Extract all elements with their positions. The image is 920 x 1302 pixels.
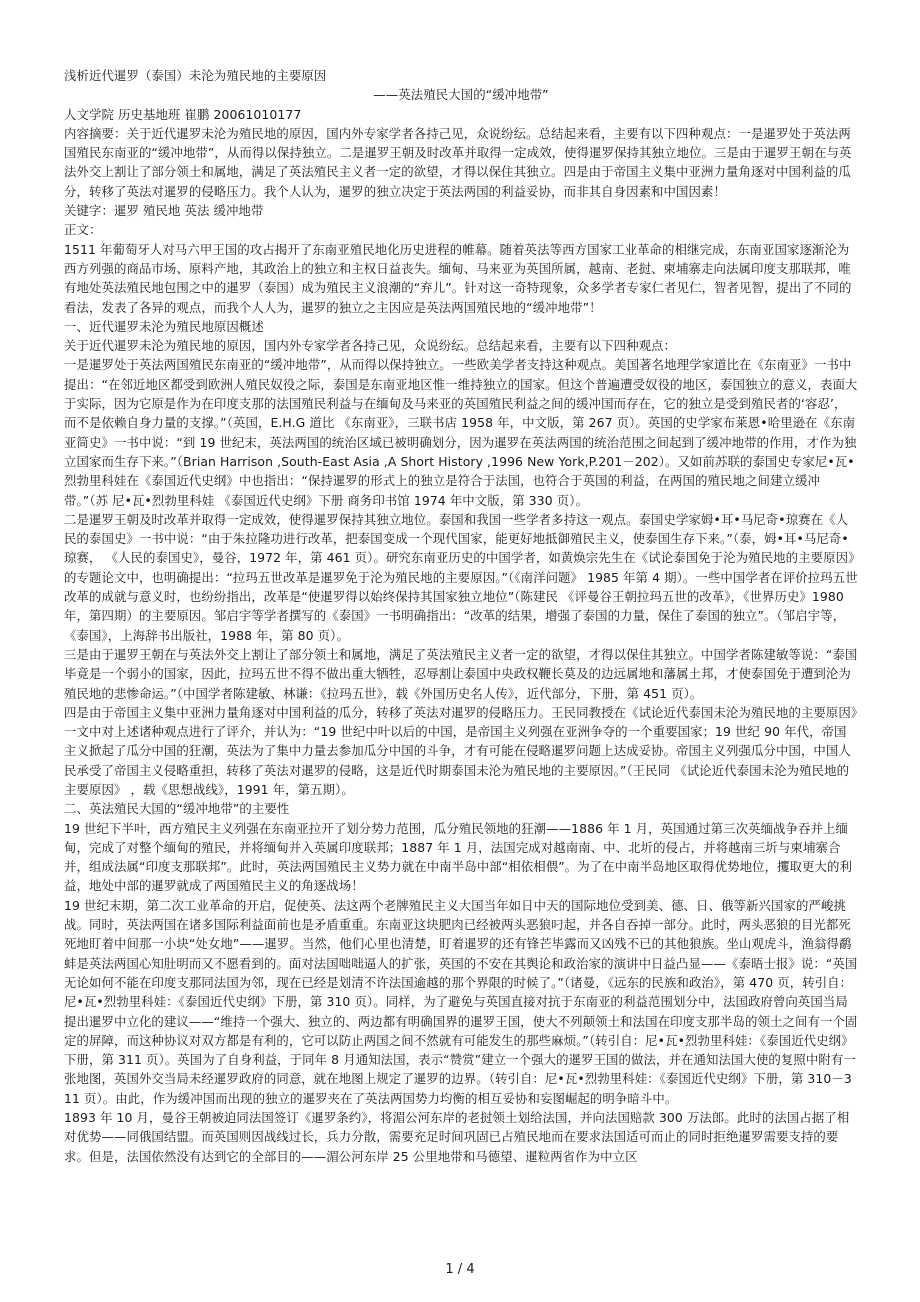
body-label: 正文： <box>64 222 102 238</box>
document-subtitle: ——英法殖民大国的“缓冲地带” <box>373 87 549 103</box>
document-title: 浅析近代暹罗（泰国）未沦为殖民地的主要原因 <box>64 68 327 83</box>
section-2-paragraph-3: 1893 年 10 月，曼谷王朝被迫同法国签订《暹罗条约》，将湄公河东岸的老挝领土划给法国，并向法国赔款 300 万法郎。此时的法国占据了相对优势——同俄国结盟。而英国则因战线过长，兵力分散，需要充足时间巩固已占殖民地而在要求法国适可而止的同时拒绝暹罗需要支持的要求。但是，法国依然没有达到它的全部目的——湄公河东岸 25 公里地带和马德望、暹粒两省作为中立区 <box>64 1110 850 1164</box>
section-1-point-3: 三是由于暹罗王朝在与英法外交上割让了部分领土和属地，满足了英法殖民主义者一定的欲望，才得以保住其独立。中国学者陈建敏等说：“泰国毕竟是一个弱小的国家，因此，拉玛五世不得不做出重大牺牲，忍辱割让泰国中央政权鞭长莫及的边远属地和藩属土邦，才使泰国免于遭到沦为殖民地的悲惨命运。”（中国学者陈建敏、林谦：《拉玛五世》，载《外国历史名人传》，近代部分，下册，第 451 页）。 <box>64 646 858 701</box>
abstract-paragraph: 内容摘要：关于近代暹罗未沦为殖民地的原因，国内外专家学者各持己见，众说纷纭。总结起来看，主要有以下四种观点：一是暹罗处于英法两国殖民东南亚的“缓冲地带”，从而得以保持独立。二是暹罗王朝及时改革并取得一定成效，使得暹罗保持其独立地位。三是由于暹罗王朝在与英法外交上割让了部分领土和属地，满足了英法殖民主义者一定的欲望，才得以保住其独立。四是由于帝国主义集中亚洲力量角逐对中国利益的瓜分，转移了英法对暹罗的侵略压力。我个人认为，暹罗的独立决定于英法两国的利益妥协，而非其自身因素和中国因素！ <box>64 125 852 199</box>
section-2-title: 二、英法殖民大国的“缓冲地带”的主要性 <box>64 801 290 817</box>
section-1-title: 一、近代暹罗未沦为殖民地原因概述 <box>64 318 264 334</box>
keywords-line: 关键字：暹罗 殖民地 英法 缓冲地带 <box>64 203 264 219</box>
section-2-paragraph-2: 19 世纪末期，第二次工业革命的开启，促使英、法这两个老牌殖民主义大国当年如日中天的国际地位受到美、德、日、俄等新兴国家的严峻挑战。同时，英法两国在诸多国际利益面前也是矛盾重重。东南亚这块肥肉已经被两头恶狼叼起，并各自吞掉一部分。此时，两头恶狼的目光都死死地盯着中间那一小块“处女地”——暹罗。当然，他们心里也清楚，盯着暹罗的还有锋芒毕露而又凶残不已的其他狼族。坐山观虎斗，渔翁得鹬蚌是英法两国心知肚明而又不愿看到的。面对法国咄咄逼人的扩张，英国的不安在其舆论和政治家的演讲中日益凸显——《泰晤士报》说：“英国无论如何不能在印度支那同法国为邻，现在已经是划清不许法国逾越的那个界限的时候了。”（诸曼，《远东的民族和政治》，第 470 页，转引自：尼•瓦•烈勃里科娃：《泰国近代史纲》下册，第 310 页）。同样，为了避免与英国直接对抗于东南亚的利益范围划分中，法国政府曾向英国当局提出暹罗中立化的建议——“维持一个强大、独立的、两边都有明确国界的暹罗王国，使大不列颠领土和法国在印度支那半岛的领土之间有一个固定的屏障，而这种协议对双方都是有利的，它可以防止两国之间不然就有可能发生的那些麻烦。”（转引自：尼•瓦•烈勃里科娃：《泰国近代史纲》下册，第 311 页）。英国为了自身利益，于同年 8 月通知法国，表示“赞赏”建立一个强大的暹罗王国的做法，并在通知法国大使的复照中附有一张地图，英国外交当局未经暹罗政府的同意，就在地图上规定了暹罗的边界。（转引自：尼•瓦•烈勃里科娃：《泰国近代史纲》下册，第 310－311 页）。由此，作为缓冲国而出现的独立的暹罗夹在了英法两国势力均衡的相互妥协和妄图崛起的明争暗斗中。 <box>64 897 858 1106</box>
document-page <box>64 66 858 1166</box>
section-1-point-2: 二是暹罗王朝及时改革并取得一定成效，使得暹罗保持其独立地位。泰国和我国一些学者多持这一观点。泰国史学家姆•耳•马尼奇•琼赛在《人民的泰国史》一书中说：“由于朱拉隆功进行改革，把泰国变成一个现代国家，能更好地抵御殖民主义，使泰国生存下来。”（泰，姆•耳•马尼奇•琼赛， 《人民的泰国史》，曼谷，1972 年，第 461 页）。研究东南亚历史的中国学者，如黄焕宗先生在《试论泰国免于沦为殖民地的主要原因》的专题论文中，也明确提出：“拉玛五世改革是暹罗免于沦为殖民地的主要原因。”（《南洋问题》 1985 年第 4 期）。一些中国学者在评价拉玛五世改革的成就与意义时，也纷纷指出，改革是“使暹罗得以始终保持其国家独立地位”（陈建民 《评曼谷王朝拉玛五世的改革》，《世界历史》1980 年，第四期）的主要原因。邹启宇等学者撰写的《泰国》一书明确指出：“改革的结果，增强了泰国的力量，保住了泰国的独立”。（邹启宇等，《泰国》，上海辞书出版社，1988 年，第 80 页）。 <box>64 511 858 643</box>
intro-paragraph: 1511 年葡萄牙人对马六甲王国的攻占揭开了东南亚殖民地化历史进程的帷幕。随着英法等西方国家工业革命的相继完成，东南亚国家逐渐沦为西方列强的商品市场、原料产地，其政治上的独立和主权日益丧失。缅甸、马来亚为英国所属，越南、老挝、柬埔寨走向法属印度支那联邦，唯有地处英法殖民地包围之中的暹罗（泰国）成为殖民主义浪潮的“弃儿”。针对这一奇特现象，众多学者专家仁者见仁，智者见智，提出了不同的看法，发表了各异的观点，而我个人人为，暹罗的独立之主因应是英法两国殖民地的“缓冲地带”！ <box>64 241 852 315</box>
section-2-paragraph-1: 19 世纪下半叶，西方殖民主义列强在东南亚拉开了划分势力范围，瓜分殖民领地的狂潮——1886 年 1 月，英国通过第三次英缅战争吞并上缅甸，完成了对整个缅甸的殖民，并将缅甸并入英属印度联邦；1887 年 1 月，法国完成对越南南、中、北圻的侵占，并将越南三圻与柬埔寨合并，组成法属“印度支那联邦”。此时，英法两国殖民主义势力就在中南半岛中部“相依相偎”。为了在中南半岛地区取得优势地位，攫取更大的利益，地处中部的暹罗就成了两国殖民主义的角逐战场！ <box>64 820 853 894</box>
section-1-point-1: 一是暹罗处于英法两国殖民东南亚的“缓冲地带”，从而得以保持独立。一些欧美学者支持这种观点。美国著名地理学家道比在《东南亚》一书中提出：“在邻近地区都受到欧洲人殖民奴役之际，泰国是东南亚地区惟一维持独立的国家。但这个普遍遭受奴役的地区，泰国独立的意义，表面大于实际，因为它原是作为在印度支那的法国殖民利益与在缅甸及马来亚的英国殖民利益之间的缓冲国而存在，它的独立是受到殖民者的‘容忍’，而不是依赖自身力量的支撑。”（英国，E.H.G 道比 《东南亚》，三联书店 1958 年，中文版，第 267 页）。英国的史学家布莱恩•哈里逊在《东南亚简史》一书中说：“到 19 世纪末，英法两国的统治区域已被明确划分，因为暹罗在英法两国的统治范围之间起到了缓冲地带的作用，才作为独立国家而生存下来。”（Brian Harrison ,South-East Asia ,A Short History ,1996 New York,P.201－202）。又如前苏联的泰国史专家尼•瓦•烈勃里科娃在《泰国近代史纲》中也指出：“保持暹罗的形式上的独立是符合于法国，也符合于英国的利益，在两国的殖民地之间建立缓冲带。”（苏 尼•瓦•烈勃里科娃 《泰国近代史纲》下册 商务印书馆 1974 年中文版，第 330 页）。 <box>64 357 858 508</box>
section-1-point-4: 四是由于帝国主义集中亚洲力量角逐对中国利益的瓜分，转移了英法对暹罗的侵略压力。王民同教授在《试论近代泰国未沦为殖民地的主要原因》一文中对上述诸种观点进行了评介，并认为：“19 世纪中叶以后的中国，是帝国主义列强在亚洲争夺的一个重要国家；19 世纪 90 年代，帝国主义掀起了瓜分中国的狂潮，英法为了集中力量去参加瓜分中国的斗争，才有可能在侵略暹罗问题上达成妥协。帝国主义列强瓜分中国，中国人民承受了帝国主义侵略重担，转移了英法对暹罗的侵略，这是近代时期泰国未沦为殖民地的主要原因。”（王民同 《试论近代泰国未沦为殖民地的主要原因》 ，载《思想战线》，1991 年，第五期）。 <box>64 704 858 797</box>
section-1-intro: 关于近代暹罗未沦为殖民地的原因，国内外专家学者各持己见，众说纷纭。总结起来看，主要有以下四种观点： <box>64 338 677 354</box>
author-line: 人文学院 历史基地班 崔鹏 20061010177 <box>64 106 302 122</box>
page-number: 1 / 4 <box>445 1262 475 1277</box>
